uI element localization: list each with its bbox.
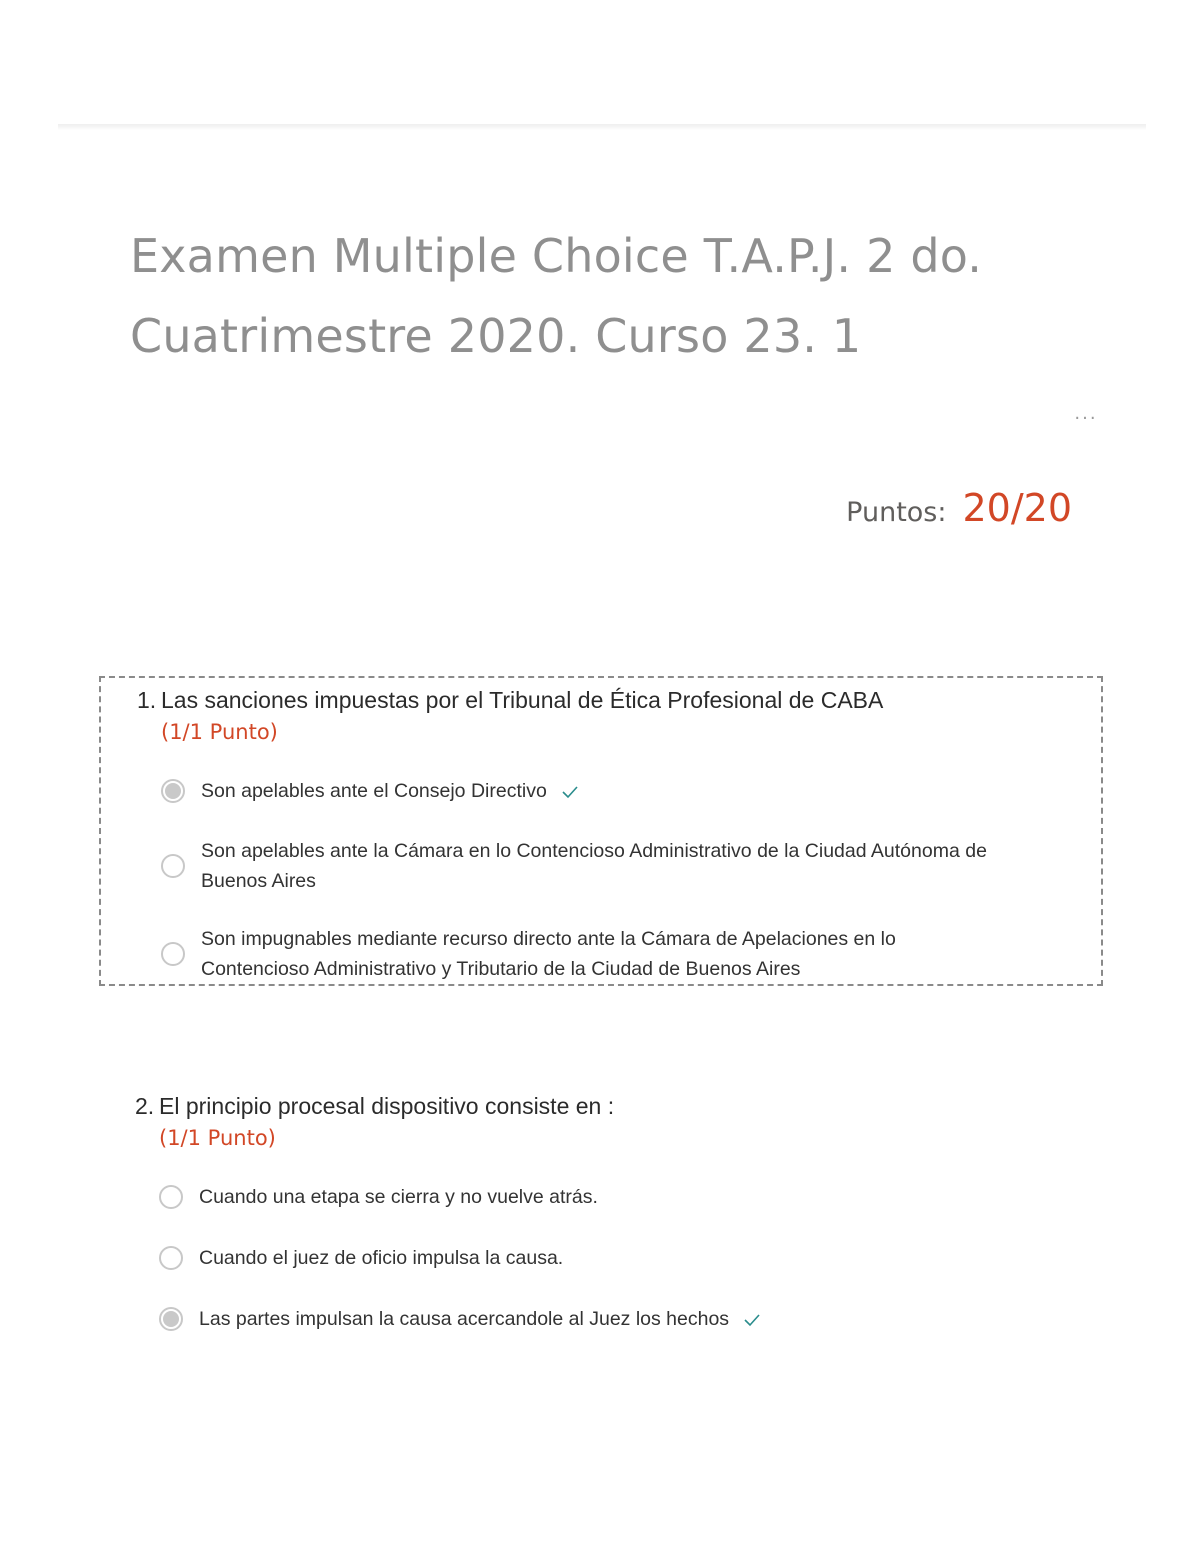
radio-icon[interactable] bbox=[161, 942, 185, 966]
question-title bbox=[137, 684, 1077, 716]
check-icon bbox=[561, 785, 579, 799]
radio-icon[interactable] bbox=[159, 1307, 183, 1331]
page-title: Examen Multiple Choice T.A.P.J. 2 do. Cuatrimestre 2020. Curso 23. 1 bbox=[130, 229, 983, 363]
option-1-1[interactable] bbox=[161, 776, 579, 806]
question-points: (1/1 Punto) bbox=[159, 1126, 276, 1150]
question-number: 2. bbox=[135, 1093, 155, 1119]
question-text: El principio procesal dispositivo consiste en : bbox=[159, 1093, 615, 1119]
option-label: Son apelables ante la Cámara en lo Contencioso Administrativo de la Ciudad Autónoma de Buenos Aires bbox=[201, 840, 987, 892]
radio-icon[interactable] bbox=[159, 1185, 183, 1209]
radio-icon[interactable] bbox=[159, 1246, 183, 1270]
option-label: Las partes impulsan la causa acercandole al Juez los hechos bbox=[199, 1308, 730, 1330]
question-number: 1. bbox=[137, 687, 157, 713]
option-2-1[interactable] bbox=[159, 1182, 598, 1212]
score-label: Puntos: bbox=[846, 497, 947, 528]
option-1-3[interactable] bbox=[161, 924, 961, 984]
option-2-2[interactable] bbox=[159, 1243, 563, 1273]
question-text: Las sanciones impuestas por el Tribunal de Ética Profesional de CABA bbox=[161, 687, 884, 713]
score-value: 20/20 bbox=[962, 486, 1072, 530]
radio-icon[interactable] bbox=[161, 854, 185, 878]
question-2 bbox=[99, 1084, 1103, 1364]
option-label: Son impugnables mediante recurso directo ante la Cámara de Apelaciones en lo Contencioso Administrativo y Tributario de la Ciudad de Buenos Aires bbox=[201, 928, 896, 980]
top-divider bbox=[58, 124, 1146, 130]
option-1-2[interactable] bbox=[161, 836, 1041, 896]
question-title bbox=[135, 1090, 1075, 1122]
option-label: Cuando el juez de oficio impulsa la causa. bbox=[199, 1247, 564, 1269]
option-label: Cuando una etapa se cierra y no vuelve atrás. bbox=[199, 1186, 598, 1208]
option-label: Son apelables ante el Consejo Directivo bbox=[201, 780, 547, 802]
question-points: (1/1 Punto) bbox=[161, 720, 278, 744]
question-1 bbox=[99, 676, 1103, 986]
check-icon bbox=[743, 1313, 761, 1327]
score bbox=[846, 486, 1072, 542]
more-options-button[interactable] bbox=[1066, 404, 1106, 434]
more-icon: ··· bbox=[1074, 408, 1098, 429]
radio-icon[interactable] bbox=[161, 779, 185, 803]
option-2-3[interactable] bbox=[159, 1304, 761, 1334]
